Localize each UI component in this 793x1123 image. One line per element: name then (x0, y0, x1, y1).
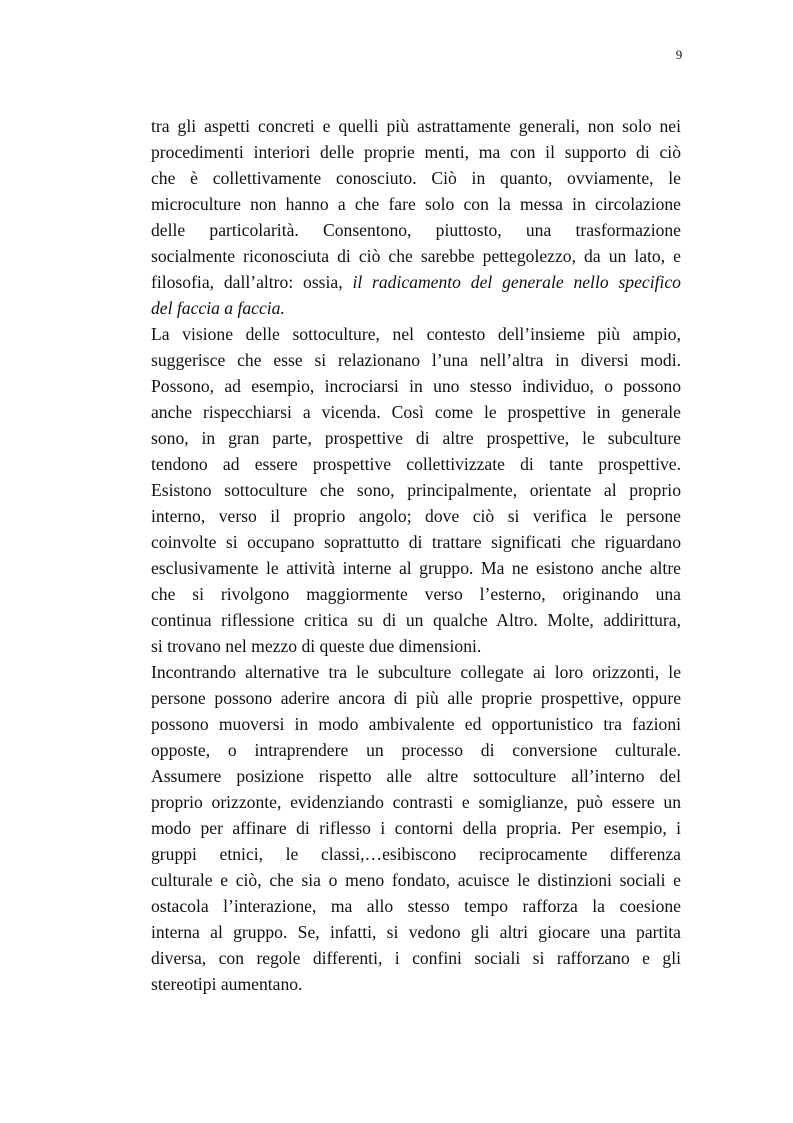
paragraph (151, 321, 681, 659)
text-segment: che è collettivamente conosciuto. Ciò in quanto, ovviamente, le (151, 168, 681, 188)
text-segment: persone possono aderire ancora di più alle proprie prospettive, oppure (151, 688, 681, 708)
text-segment: La visione delle sottoculture, nel contesto dell’insieme più ampio, (151, 324, 681, 344)
text-segment: anche rispecchiarsi a vicenda. Così come le prospettive in generale (151, 402, 681, 422)
text-segment: stereotipi aumentano. (151, 974, 303, 994)
text-segment: socialmente riconosciuta di ciò che sarebbe pettegolezzo, da un lato, e (151, 246, 681, 266)
text-segment: esclusivamente le attività interne al gruppo. Ma ne esistono anche altre (151, 558, 681, 578)
text-line (151, 373, 681, 399)
text-line (151, 685, 681, 711)
text-line (151, 113, 681, 139)
text-segment: opposte, o intraprendere un processo di conversione culturale. (151, 740, 681, 760)
italic-phrase: il radicamento del generale nello specifico (352, 272, 681, 292)
paragraph (151, 113, 681, 321)
text-line (151, 971, 681, 997)
text-line (151, 425, 681, 451)
text-line (151, 139, 681, 165)
text-line (151, 581, 681, 607)
text-line (151, 555, 681, 581)
text-line (151, 347, 681, 373)
text-line (151, 321, 681, 347)
text-line (151, 711, 681, 737)
text-segment: possono muoversi in modo ambivalente ed opportunistico tra fazioni (151, 714, 681, 734)
text-line (151, 607, 681, 633)
text-line (151, 529, 681, 555)
text-line (151, 763, 681, 789)
text-segment: procedimenti interiori delle proprie menti, ma con il supporto di ciò (151, 142, 681, 162)
text-segment: Possono, ad esempio, incrociarsi in uno stesso individuo, o possono (151, 376, 681, 396)
text-line (151, 893, 681, 919)
text-segment: modo per affinare di riflesso i contorni della propria. Per esempio, i (151, 818, 681, 838)
text-segment: Incontrando alternative tra le subculture collegate ai loro orizzonti, le (151, 662, 681, 682)
italic-phrase: del faccia a faccia. (151, 298, 285, 318)
text-line (151, 217, 681, 243)
body-text (151, 113, 681, 997)
text-segment: interno, verso il proprio angolo; dove ciò si verifica le persone (151, 506, 681, 526)
text-segment: continua riflessione critica su di un qualche Altro. Molte, addirittura, (151, 610, 681, 630)
text-segment: che si rivolgono maggiormente verso l’esterno, originando una (151, 584, 681, 604)
text-line (151, 867, 681, 893)
text-segment: culturale e ciò, che sia o meno fondato, acuisce le distinzioni sociali e (151, 870, 681, 890)
text-segment: filosofia, dall’altro: ossia, (151, 272, 353, 292)
text-segment: diversa, con regole differenti, i confini sociali si rafforzano e gli (151, 948, 681, 968)
text-segment: gruppi etnici, le classi,…esibiscono reciprocamente differenza (151, 844, 681, 864)
text-segment: Assumere posizione rispetto alle altre sottoculture all’interno del (151, 766, 681, 786)
paragraph (151, 659, 681, 997)
text-segment: tra gli aspetti concreti e quelli più astrattamente generali, non solo nei (151, 116, 681, 136)
text-line (151, 503, 681, 529)
text-line (151, 841, 681, 867)
text-segment: suggerisce che esse si relazionano l’una nell’altra in diversi modi. (151, 350, 681, 370)
text-segment: microculture non hanno a che fare solo con la messa in circolazione (151, 194, 681, 214)
text-segment: delle particolarità. Consentono, piuttosto, una trasformazione (151, 220, 681, 240)
text-line (151, 919, 681, 945)
text-segment: ostacola l’interazione, ma allo stesso tempo rafforza la coesione (151, 896, 681, 916)
text-segment: proprio orizzonte, evidenziando contrasti e somiglianze, può essere un (151, 792, 681, 812)
text-line (151, 399, 681, 425)
page-number: 9 (675, 47, 683, 62)
text-line (151, 165, 681, 191)
text-line (151, 659, 681, 685)
text-segment: Esistono sottoculture che sono, principalmente, orientate al proprio (151, 480, 681, 500)
text-line (151, 477, 681, 503)
text-line (151, 269, 681, 295)
text-line (151, 191, 681, 217)
text-line (151, 243, 681, 269)
text-line (151, 737, 681, 763)
text-segment: interna al gruppo. Se, infatti, si vedono gli altri giocare una partita (151, 922, 681, 942)
text-segment: si trovano nel mezzo di queste due dimensioni. (151, 636, 482, 656)
text-line (151, 451, 681, 477)
text-line (151, 295, 681, 321)
text-line (151, 815, 681, 841)
text-line (151, 633, 681, 659)
text-segment: tendono ad essere prospettive collettivizzate di tante prospettive. (151, 454, 681, 474)
text-line (151, 789, 681, 815)
text-segment: coinvolte si occupano soprattutto di trattare significati che riguardano (151, 532, 681, 552)
text-segment: sono, in gran parte, prospettive di altre prospettive, le subculture (151, 428, 681, 448)
text-line (151, 945, 681, 971)
